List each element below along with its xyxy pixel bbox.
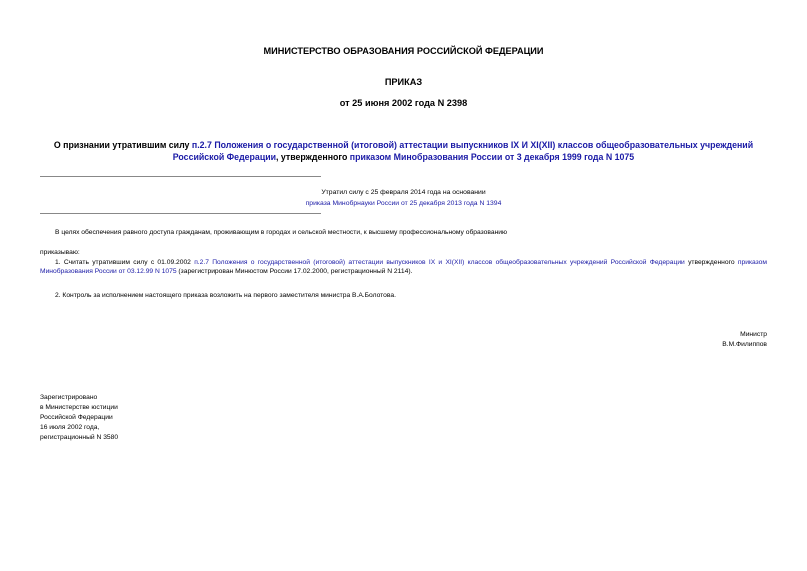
registration-line: регистрационный N 3580 — [40, 434, 119, 441]
order-item-2: 2. Контроль за исполнением настоящего приказа возложить на первого заместителя министра В.А.Болотова. — [55, 292, 396, 299]
item-1-link-order[interactable]: приказом Минобразования России от 03.12.99 N 1075 — [40, 259, 767, 275]
title-link-regulation[interactable]: п.2.7 Положения о государственной (итоговой) аттестации выпускников IX И XI(XII) классов общеобразовательных учреждений Российской Федерации — [172, 140, 754, 162]
title-prefix: О признании утратившим силу — [53, 140, 192, 150]
prikazyvayu-label: приказываю: — [40, 249, 80, 256]
item-1-prefix: 1. Считать утратившим силу с 01.09.2002 — [55, 259, 195, 266]
order-item-1 — [40, 258, 767, 276]
status-note-link-wrapper — [40, 198, 767, 209]
registration-line: Зарегистрировано — [40, 394, 98, 401]
registration-line: 16 июля 2002 года, — [40, 424, 100, 431]
registration-line: в Министерстве юстиции — [40, 404, 118, 411]
title-link-order[interactable]: приказом Минобразования России от 3 декабря 1999 года N 1075 — [349, 152, 635, 162]
document-title — [40, 139, 767, 163]
status-note: Утратил силу с 25 февраля 2014 года на основании — [321, 189, 486, 196]
status-divider-top — [40, 176, 321, 177]
document-date-number: от 25 июня 2002 года N 2398 — [339, 98, 468, 108]
signature-name: В.М.Филиппов — [722, 341, 767, 348]
item-1-middle: утвержденного — [684, 259, 738, 266]
registration-line: Российской Федерации — [40, 414, 113, 421]
item-1-link-regulation[interactable]: п.2.7 Положения о государственной (итоговой) аттестации выпускников IX и XI(XII) классов общеобразовательных учреждений Российской Федерации — [194, 259, 685, 266]
status-link-order[interactable]: приказа Минобрнауки России от 25 декабря 2013 года N 1394 — [305, 200, 502, 207]
registration-block — [40, 393, 118, 443]
status-divider-bottom — [40, 213, 321, 214]
title-middle: , утвержденного — [276, 152, 350, 162]
item-1-suffix: (зарегистрирован Минюстом России 17.02.2000, регистрационный N 2114). — [176, 268, 413, 275]
intro-paragraph: В целях обеспечения равного доступа гражданам, проживающим в городах и сельской местности, к высшему профессиональному образованию — [55, 229, 508, 236]
signature-block — [722, 330, 767, 350]
ministry-heading: МИНИСТЕРСТВО ОБРАЗОВАНИЯ РОССИЙСКОЙ ФЕДЕРАЦИИ — [263, 46, 544, 56]
document-type-heading: ПРИКАЗ — [384, 77, 423, 87]
signature-position: Министр — [740, 331, 767, 338]
